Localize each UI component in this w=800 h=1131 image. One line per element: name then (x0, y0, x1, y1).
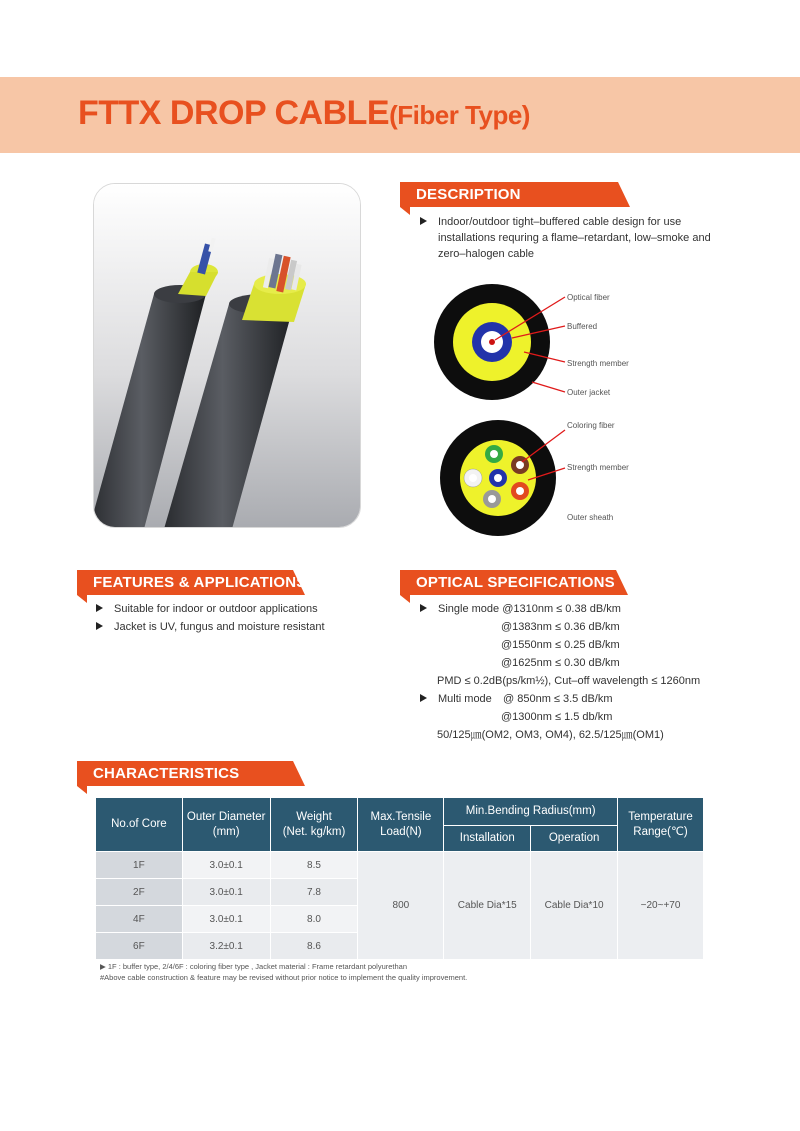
arrow-right-icon (420, 217, 427, 225)
cell-installation: Cable Dia*15 (444, 852, 531, 960)
spec-850: @ 850nm ≤ 3.5 dB/km (503, 693, 613, 705)
footnote-2: #Above cable construction & feature may be revised without prior notice to implement the quality improvement. (100, 973, 468, 982)
header-bending-radius: Min.Bending Radius(mm) (444, 798, 618, 826)
label-buffered: Buffered (567, 322, 598, 331)
description-tab (400, 182, 630, 207)
label-outer-jacket: Outer jacket (567, 388, 611, 397)
label-coloring-fiber: Coloring fiber (567, 421, 615, 430)
page-title (78, 94, 530, 133)
cell-weight: 8.6 (270, 933, 358, 960)
features-heading: FEATURES & APPLICATIONS (93, 574, 307, 591)
cell-od: 3.0±0.1 (182, 879, 270, 906)
feature-item-1: Suitable for indoor or outdoor applications (96, 601, 386, 617)
label-strength-member-1: Strength member (567, 359, 629, 368)
features-tab (77, 570, 305, 595)
label-strength-member-2: Strength member (567, 463, 629, 472)
cell-core: 1F (96, 852, 183, 879)
label-optical-fiber: Optical fiber (567, 293, 610, 302)
spec-fiber-types: 50/125㎛(OM2, OM3, OM4), 62.5/125㎛(OM1) (437, 729, 664, 741)
optical-heading: OPTICAL SPECIFICATIONS (416, 574, 615, 591)
characteristics-heading: CHARACTERISTICS (93, 765, 240, 782)
feature-item-2: Jacket is UV, fungus and moisture resistant (96, 619, 386, 635)
header-temperature: Temperature Range(℃) (618, 798, 704, 852)
multi-fiber-cross-section (440, 420, 565, 536)
description-line-3: zero–halogen cable (438, 248, 535, 260)
cell-weight: 8.0 (270, 906, 358, 933)
optical-tab (400, 570, 628, 595)
title-sub: (Fiber Type) (389, 100, 530, 130)
characteristics-tab (77, 761, 305, 786)
cell-core: 4F (96, 906, 183, 933)
spec-1625: @1625nm ≤ 0.30 dB/km (501, 657, 620, 669)
header-installation: Installation (444, 826, 531, 852)
header-operation: Operation (531, 826, 618, 852)
cell-od: 3.0±0.1 (182, 906, 270, 933)
spec-pmd: PMD ≤ 0.2dB(ps/km½), Cut–off wavelength ≤ 1260nm (437, 675, 701, 687)
arrow-right-icon (96, 604, 103, 612)
table-row (96, 852, 704, 879)
description-line-2: installations requring a flame–retardant, low–smoke and (438, 232, 711, 244)
cell-temperature: −20~+70 (618, 852, 704, 960)
cell-od: 3.0±0.1 (182, 852, 270, 879)
cell-weight: 7.8 (270, 879, 358, 906)
single-fiber-cross-section (434, 284, 565, 400)
cell-tensile: 800 (358, 852, 444, 960)
title-main: FTTX DROP CABLE (78, 94, 390, 132)
label-outer-sheath: Outer sheath (567, 513, 614, 522)
spec-1300: @1300nm ≤ 1.5 db/km (501, 711, 613, 723)
spec-1383: @1383nm ≤ 0.36 dB/km (501, 621, 620, 633)
header-weight: Weight (Net. kg/km) (270, 798, 358, 852)
cell-core: 6F (96, 933, 183, 960)
cell-weight: 8.5 (270, 852, 358, 879)
characteristics-table (95, 797, 704, 960)
cable-photo (93, 183, 361, 528)
cell-od: 3.2±0.1 (182, 933, 270, 960)
cell-operation: Cable Dia*10 (531, 852, 618, 960)
description-heading: DESCRIPTION (416, 186, 521, 203)
multi-mode-item: Multi mode (420, 691, 520, 707)
arrow-right-icon (420, 604, 427, 612)
single-mode-item: Single mode @1310nm ≤ 0.38 dB/km (420, 601, 720, 617)
cross-section-diagrams (420, 282, 640, 552)
description-bullet (420, 214, 740, 262)
footnote-1: ▶ 1F : buffer type, 2/4/6F : coloring fiber type , Jacket material : Frame retardant polyurethan (100, 962, 408, 971)
spec-1550: @1550nm ≤ 0.25 dB/km (501, 639, 620, 651)
description-line-1: Indoor/outdoor tight–buffered cable design for use (438, 216, 682, 228)
header-outer-diameter: Outer Diameter (mm) (182, 798, 270, 852)
arrow-right-icon (96, 622, 103, 630)
cell-core: 2F (96, 879, 183, 906)
arrow-right-icon (420, 694, 427, 702)
header-core: No.of Core (96, 798, 183, 852)
header-tensile: Max.Tensile Load(N) (358, 798, 444, 852)
